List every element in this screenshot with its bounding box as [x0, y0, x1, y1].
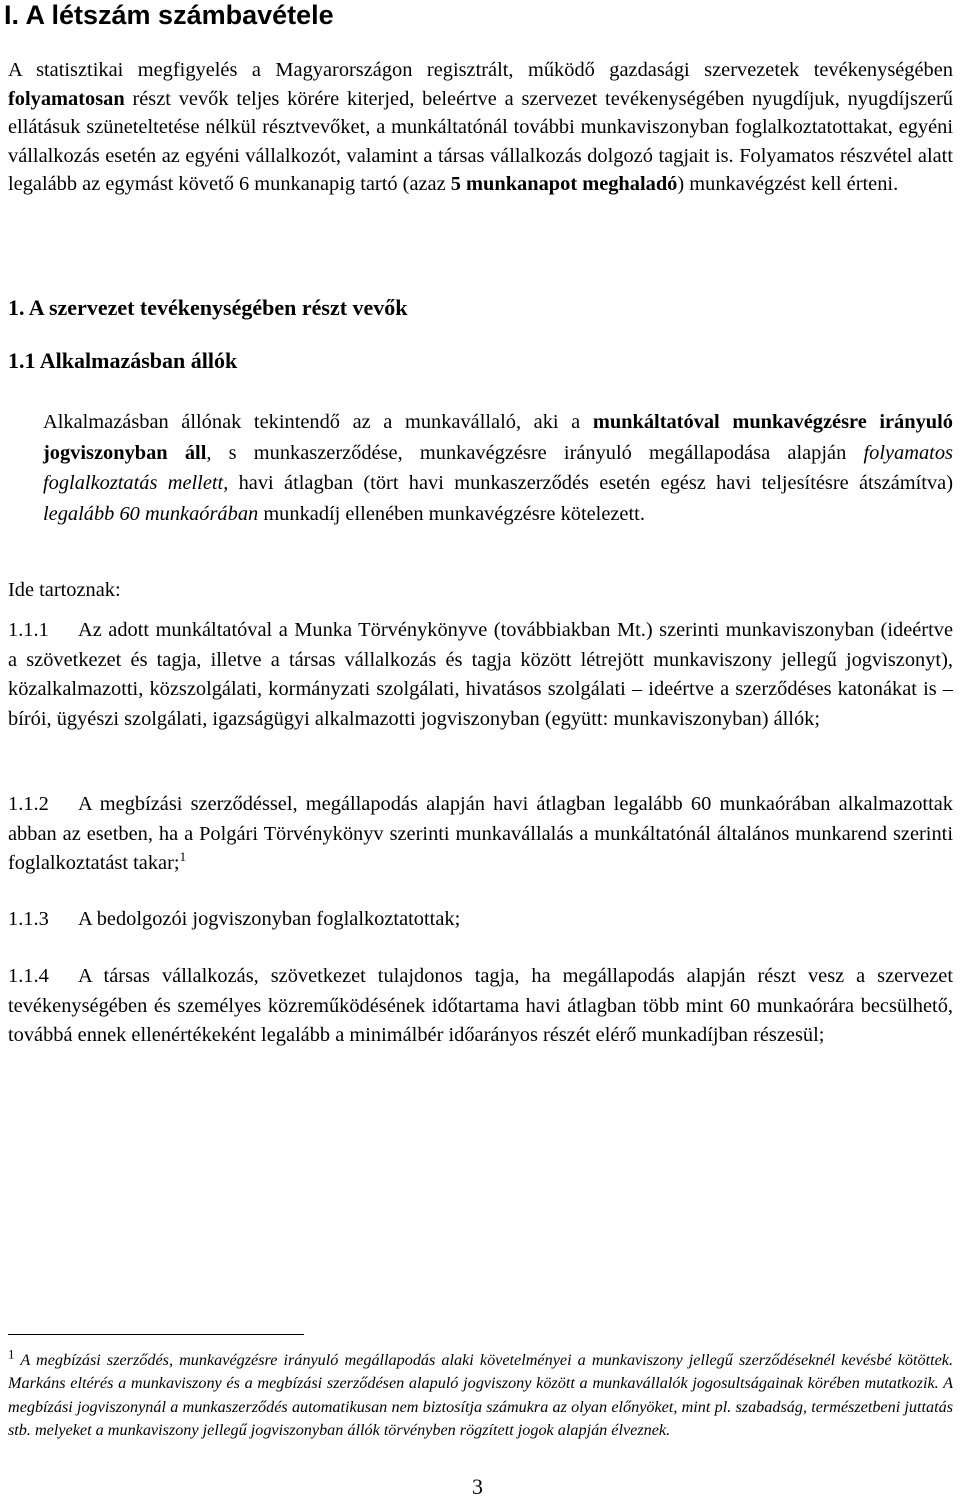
intro-paragraph	[8, 56, 953, 199]
item-number: 1.1.3	[8, 908, 49, 930]
ide-tartoznak-label: Ide tartoznak:	[8, 579, 121, 601]
list-item-1-1-3	[8, 905, 953, 935]
intro-text-2: részt vevők teljes körére kiterjed, beleértve a szervezet tevékenységében nyugdíjuk, nyugdíjszerű ellátásuk szüneteltetése nélkül résztvevőket, a munkáltatónál további munkaviszonyban foglalkoztatottakat, egyéni vállalkozás esetén az egyéni vállalkozót, valamint a társas vállalkozás dolgozó tagjait is. Folyamatos részvétel alatt legalább az egymást követő 6 munkanapig tartó (azaz	[8, 87, 953, 196]
definition-italic-2: legalább 60 munkaórában	[43, 502, 259, 525]
section-heading-1-1: 1.1 Alkalmazásban állók	[8, 348, 238, 373]
intro-bold-1: folyamatosan	[8, 87, 125, 110]
footnote	[8, 1346, 953, 1442]
footnote-reference: 1	[179, 849, 187, 865]
definition-text-2: , s munkaszerződése, munkavégzésre irányuló megállapodása alapján	[206, 441, 864, 464]
item-number: 1.1.2	[8, 793, 49, 815]
definition-italic-1: folyamatos foglalkoztatás mellett,	[43, 441, 953, 494]
definition-bold-1: munkáltatóval munkavégzésre irányuló jogviszonyban áll	[43, 411, 953, 464]
item-text: A megbízási szerződéssel, megállapodás alapján havi átlagban legalább 60 munkaórában alkalmazottak abban az esetben, ha a Polgári Törvénykönyv szerinti munkavállalás a munkáltatónál általános munkarend szerinti foglalkoztatást takar;	[8, 793, 953, 874]
footnote-text: A megbízási szerződés, munkavégzésre irányuló megállapodás alaki követelményei a munkaviszony jellegű szerződéseknél kevésbé kötöttek. Markáns eltérés a munkaviszony és a megbízási szerződésen alapuló jogviszony között a munkavállalók jogosultságainak körében mutatkozik. A megbízási jogviszonynál a munkaszerződés automatikusan nem biztosítja számukra az olyan előnyöket, mint pl. szabadság, természetbeni juttatás stb. melyeket a munkaviszony jellegű jogviszonyban állók törvényben rögzített jogok alapján élveznek.	[8, 1351, 953, 1439]
item-text: A társas vállalkozás, szövetkezet tulajdonos tagja, ha megállapodás alapján részt vesz a szervezet tevékenységében és személyes közreműködésének időtartama havi átlagban több mint 60 munkaórára becsülhető, továbbá ennek ellenértékeként legalább a minimálbér időarányos részét elérő munkadíjban részesül;	[8, 965, 953, 1046]
item-text: A bedolgozói jogviszonyban foglalkoztatottak;	[78, 908, 461, 930]
definition-paragraph	[43, 407, 953, 529]
item-text: Az adott munkáltatóval a Munka Törvénykönyve (továbbiakban Mt.) szerinti munkaviszonyban (ideértve a szövetkezet és tagja, illetve a társas vállalkozás és tagja között létrejött munkaviszony jellegű jogviszonyt), közalkalmazotti, közszolgálati, kormányzati szolgálati, hivatásos szolgálati – ideértve a szerződéses katonákat is – bírói, ügyészi szolgálati, igazságügyi alkalmazotti jogviszonyban (együtt: munkaviszonyban) állók;	[8, 619, 953, 730]
page-title: I. A létszám számbavétele	[4, 0, 334, 30]
list-item-1-1-1	[8, 616, 953, 734]
intro-bold-2: 5 munkanapot meghaladó	[450, 173, 678, 196]
item-number: 1.1.4	[8, 965, 49, 987]
list-item-1-1-2	[8, 790, 953, 879]
item-number: 1.1.1	[8, 619, 49, 641]
definition-text-1: Alkalmazásban állónak tekintendő az a munkavállaló, aki a	[43, 411, 593, 433]
footnote-mark: 1	[8, 1346, 15, 1362]
definition-text-4: munkadíj ellenében munkavégzésre kötelezett.	[258, 502, 645, 525]
page-number: 3	[472, 1474, 483, 1499]
section-heading-1: 1. A szervezet tevékenységében részt vevők	[8, 295, 408, 320]
footnote-divider	[8, 1334, 304, 1335]
definition-text-3: havi átlagban (tört havi munkaszerződés esetén egész havi teljesítésre átszámítva)	[228, 472, 953, 494]
list-item-1-1-4	[8, 962, 953, 1051]
intro-text-3: ) munkavégzést kell érteni.	[677, 173, 899, 196]
intro-text-1: A statisztikai megfigyelés a Magyarországon regisztrált, működő gazdasági szervezetek tevékenységében	[8, 59, 953, 81]
